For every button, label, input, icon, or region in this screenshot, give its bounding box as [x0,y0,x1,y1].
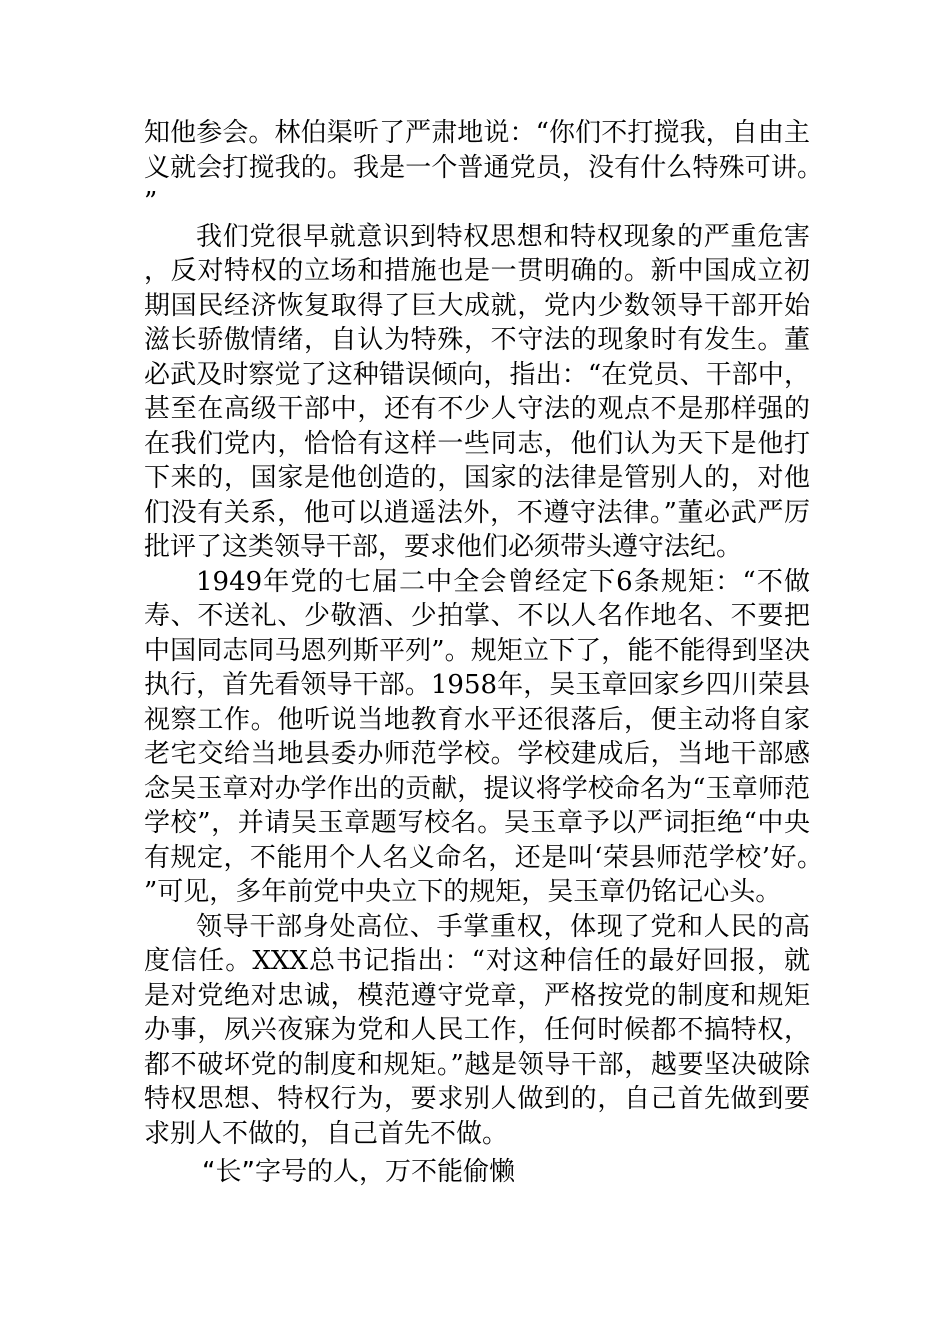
paragraph-rules-1949: 1949年党的七届二中全会曾经定下6条规矩：“不做寿、不送礼、少敬酒、少拍掌、不以人名作地名、不要把中国同志同马恩列斯平列”。规矩立下了，能不能得到坚决执行，首先看领导干部。1958年，吴玉章回家乡四川荣县视察工作。他听说当地教育水平还很落后，便主动将自家老宅交给当地县委办师范学校。学校建成后，当地干部感念吴玉章对办学作出的贡献，提议将学校命名为“玉章师范学校”，并请吴玉章题写校名。吴玉章予以严词拒绝“中央有规定，不能用个人名义命名，还是叫‘荣县师范学校’好。”可见，多年前党中央立下的规矩，吴玉章仍铭记心头。 [144,566,810,907]
section-heading: “长”字号的人，万不能偷懒 [202,1157,515,1187]
document-body [144,116,810,1190]
paragraph-leader-trust: 领导干部身处高位、手掌重权，体现了党和人民的高度信任。XXX总书记指出：“对这种信任的最好回报，就是对党绝对忠诚，模范遵守党章，严格按党的制度和规矩办事，夙兴夜寐为党和人民工作，任何时候都不搞特权，都不破坏党的制度和规矩。”越是领导干部，越要坚决破除特权思想、特权行为，要求别人做到的，自己首先做到要求别人不做的，自己首先不做。 [144,911,810,1149]
paragraph-continuation: 知他参会。林伯渠听了严肃地说：“你们不打搅我，自由主义就会打搅我的。我是一个普通党员，没有什么特殊可讲。” [144,118,810,217]
paragraph-privilege-danger: 我们党很早就意识到特权思想和特权现象的严重危害，反对特权的立场和措施也是一贯明确的。新中国成立初期国民经济恢复取得了巨大成就，党内少数领导干部开始滋长骄傲情绪，自认为特殊，不守法的现象时有发生。董必武及时察觉了这种错误倾向，指出：“在党员、干部中，甚至在高级干部中，还有不少人守法的观点不是那样强的在我们党内，恰恰有这样一些同志，他们认为天下是他打下来的，国家是他创造的，国家的法律是管别人的，对他们没有关系，他可以逍遥法外，不遵守法律。”董必武严厉批评了这类领导干部，要求他们必须带头遵守法纪。 [144,221,810,562]
